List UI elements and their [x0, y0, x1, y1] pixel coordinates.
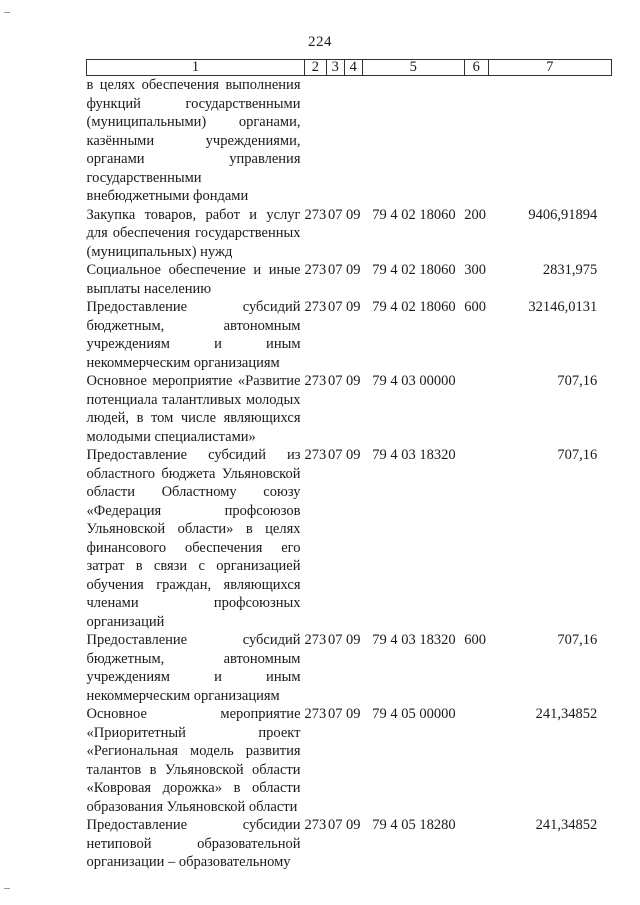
row-description: Предоставление субсидий из областного бюджета Ульяновской области Областному союзу «Федерация профсоюзов Ульяновской области» в целях финансового обеспечения его затрат в связи с организацией обучения граждан, являющихся членами профсоюзных организаций: [86, 447, 301, 630]
cell-section: 07: [328, 206, 343, 223]
cell-target-code: 79 4 03 18320: [372, 447, 456, 463]
cell-section: 07: [328, 817, 343, 833]
row-description: Предоставление субсидий бюджетным, автономным учреждениям и иным некоммерческим организациям: [86, 299, 301, 371]
cell-subsection: 09: [346, 373, 361, 389]
cell-ministry: 273: [304, 299, 327, 315]
cell-ministry: [305, 76, 327, 206]
cell-ministry: 273: [304, 262, 327, 278]
cell-subsection: 09: [346, 262, 361, 278]
cell-ministry: 273: [304, 706, 327, 722]
cell-target-code: 79 4 02 18060: [372, 299, 456, 315]
table-row: [87, 298, 612, 372]
row-description: Основное мероприятие «Развитие потенциала талантливых молодых людей, в том числе являющихся молодыми специалистами»: [86, 373, 301, 445]
cell-section: 07: [328, 373, 343, 389]
cell-subsection: 09: [346, 817, 361, 833]
cell-ministry: 273: [304, 447, 327, 463]
scan-mark: [4, 12, 10, 13]
cell-amount: 707,16: [557, 373, 598, 389]
row-description: Социальное обеспечение и иные выплаты населению: [86, 262, 301, 297]
cell-target-code: 79 4 05 18280: [372, 817, 456, 833]
table-row: [87, 76, 612, 206]
row-description: Предоставление субсидии нетиповой образовательной организации – образовательному: [86, 817, 301, 870]
budget-table: [86, 59, 612, 872]
cell-target-code: 79 4 02 18060: [372, 262, 456, 278]
cell-subsection: 09: [346, 206, 361, 223]
cell-amount: 32146,0131: [528, 299, 598, 315]
page-number: 224: [308, 34, 332, 50]
scan-mark: [4, 888, 10, 889]
cell-section: 07: [328, 262, 343, 278]
cell-section: 07: [328, 447, 343, 463]
cell-subsection: 09: [346, 447, 361, 463]
cell-subsection: 09: [346, 632, 361, 648]
row-description: Предоставление субсидий бюджетным, автономным учреждениям и иным некоммерческим организациям: [86, 632, 301, 704]
cell-amount: 9406,91894: [528, 206, 598, 223]
table-header-row: [87, 60, 612, 76]
table-row: [87, 446, 612, 631]
row-description: в целях обеспечения выполнения функций государственными (муниципальными) органами, казёнными учреждениями, органами управления государственными внебюджетными фондами: [86, 77, 301, 204]
cell-ministry: 273: [304, 817, 327, 833]
column-header: 1: [87, 60, 305, 76]
cell-section: 07: [328, 706, 343, 722]
cell-target-code: 79 4 03 18320: [372, 632, 456, 648]
column-header: 7: [488, 60, 611, 76]
row-description: Закупка товаров, работ и услуг для обеспечения государственных (муниципальных) нужд: [86, 206, 301, 260]
cell-amount: 241,34852: [535, 706, 598, 722]
column-header: 5: [362, 60, 464, 76]
column-header: 4: [344, 60, 362, 76]
cell-section: [326, 76, 344, 206]
cell-subsection: 09: [346, 299, 361, 315]
table-row: [87, 705, 612, 816]
cell-expense-type: 300: [464, 262, 486, 278]
cell-amount: 241,34852: [535, 817, 598, 833]
column-header: 2: [305, 60, 327, 76]
column-header: 6: [464, 60, 488, 76]
cell-target-code: 79 4 02 18060: [372, 206, 456, 223]
cell-amount: 2831,975: [542, 262, 598, 278]
cell-subsection: 09: [346, 706, 361, 722]
cell-ministry: 273: [304, 206, 327, 223]
row-description: Основное мероприятие «Приоритетный проект «Региональная модель развития талантов в Ульяновской области «Ковровая дорожка» в области образования Ульяновской области: [86, 706, 301, 815]
cell-ministry: 273: [304, 373, 327, 389]
table-row: [87, 816, 612, 872]
cell-expense-type: [464, 446, 488, 631]
cell-amount: [488, 76, 611, 206]
cell-subsection: [344, 76, 362, 206]
cell-target-code: [362, 76, 464, 206]
cell-expense-type: [464, 705, 488, 816]
cell-expense-type: 600: [464, 299, 486, 315]
cell-amount: 707,16: [557, 632, 598, 648]
cell-expense-type: [464, 816, 488, 872]
cell-amount: 707,16: [557, 447, 598, 463]
column-header: 3: [326, 60, 344, 76]
cell-target-code: 79 4 03 00000: [372, 373, 456, 389]
table-row: [87, 372, 612, 446]
cell-target-code: 79 4 05 00000: [372, 706, 456, 722]
table-row: [87, 261, 612, 298]
cell-ministry: 273: [304, 632, 327, 648]
table-row: [87, 206, 612, 262]
cell-expense-type: [464, 76, 488, 206]
cell-expense-type: [464, 372, 488, 446]
cell-section: 07: [328, 632, 343, 648]
table-row: [87, 631, 612, 705]
cell-expense-type: 200: [464, 206, 486, 223]
cell-section: 07: [328, 299, 343, 315]
cell-expense-type: 600: [464, 632, 486, 648]
